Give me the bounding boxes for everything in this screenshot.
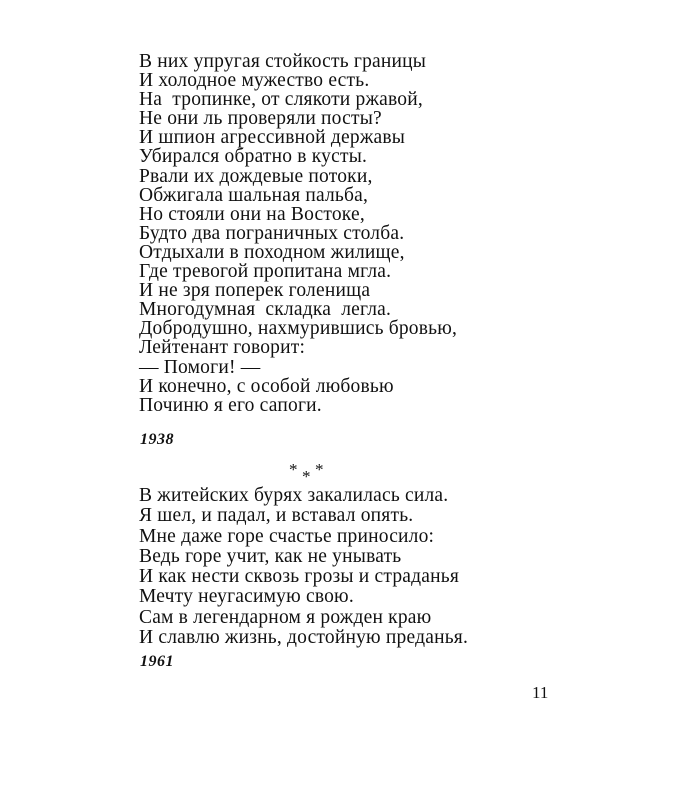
poem-line: Где тревогой пропитана мгла. <box>139 261 392 283</box>
poem-1-date: 1938 <box>140 431 174 448</box>
poem-line: В них упругая стойкость границы <box>139 51 427 72</box>
poem-2-date: 1961 <box>140 653 174 670</box>
poem-line: И как нести сквозь грозы и страданья <box>139 566 460 588</box>
poem-line: И шпион агрессивной державы <box>139 127 406 149</box>
poem-2 <box>139 486 468 648</box>
poem-line: Мне даже горе счастье приносило: <box>139 525 435 547</box>
poem-line: Но стояли они на Востоке, <box>139 203 365 225</box>
star-glyph: * <box>315 460 324 479</box>
poem-line: Будто два пограничных столба. <box>139 222 405 244</box>
poem-line: Рвали их дождевые потоки, <box>139 165 373 187</box>
poem-line: В житейских бурях закалилась сила. <box>139 485 449 506</box>
poem-line: Многодумная складка легла. <box>139 299 392 321</box>
poem-line: — Помоги! — <box>139 356 261 378</box>
poem-line: Убирался обратно в кусты. <box>139 146 368 168</box>
poem-line: Обжигала шальная пальба, <box>139 184 369 206</box>
poem-line: Сам в легендарном я рожден краю <box>139 606 432 628</box>
poem-line: И славлю жизнь, достойную преданья. <box>139 627 469 649</box>
poem-line: На тропинке, от слякоти ржавой, <box>139 89 423 111</box>
poem-line: Ведь горе учит, как не унывать <box>139 545 402 567</box>
poem-line: Добродушно, нахмурившись бровью, <box>139 318 458 340</box>
poem-line: Не они ль проверяли посты? <box>139 108 382 130</box>
asterism-separator <box>289 459 329 486</box>
star-glyph: * <box>302 467 311 486</box>
poem-line: Починю я его сапоги. <box>139 394 322 416</box>
poem-line: И конечно, с особой любовью <box>139 375 394 397</box>
poem-line: Мечту неугасимую свою. <box>139 586 354 608</box>
star-glyph: * <box>289 460 298 479</box>
poem-1 <box>139 52 457 415</box>
poem-line: Лейтенант говорит: <box>139 337 306 359</box>
poem-line: И не зря поперек голенища <box>139 280 371 302</box>
poem-line: Отдыхали в походном жилище, <box>139 241 405 263</box>
page-number: 11 <box>532 683 549 702</box>
poem-line: И холодное мужество есть. <box>139 70 370 92</box>
poem-line: Я шел, и падал, и вставал опять. <box>139 505 414 527</box>
